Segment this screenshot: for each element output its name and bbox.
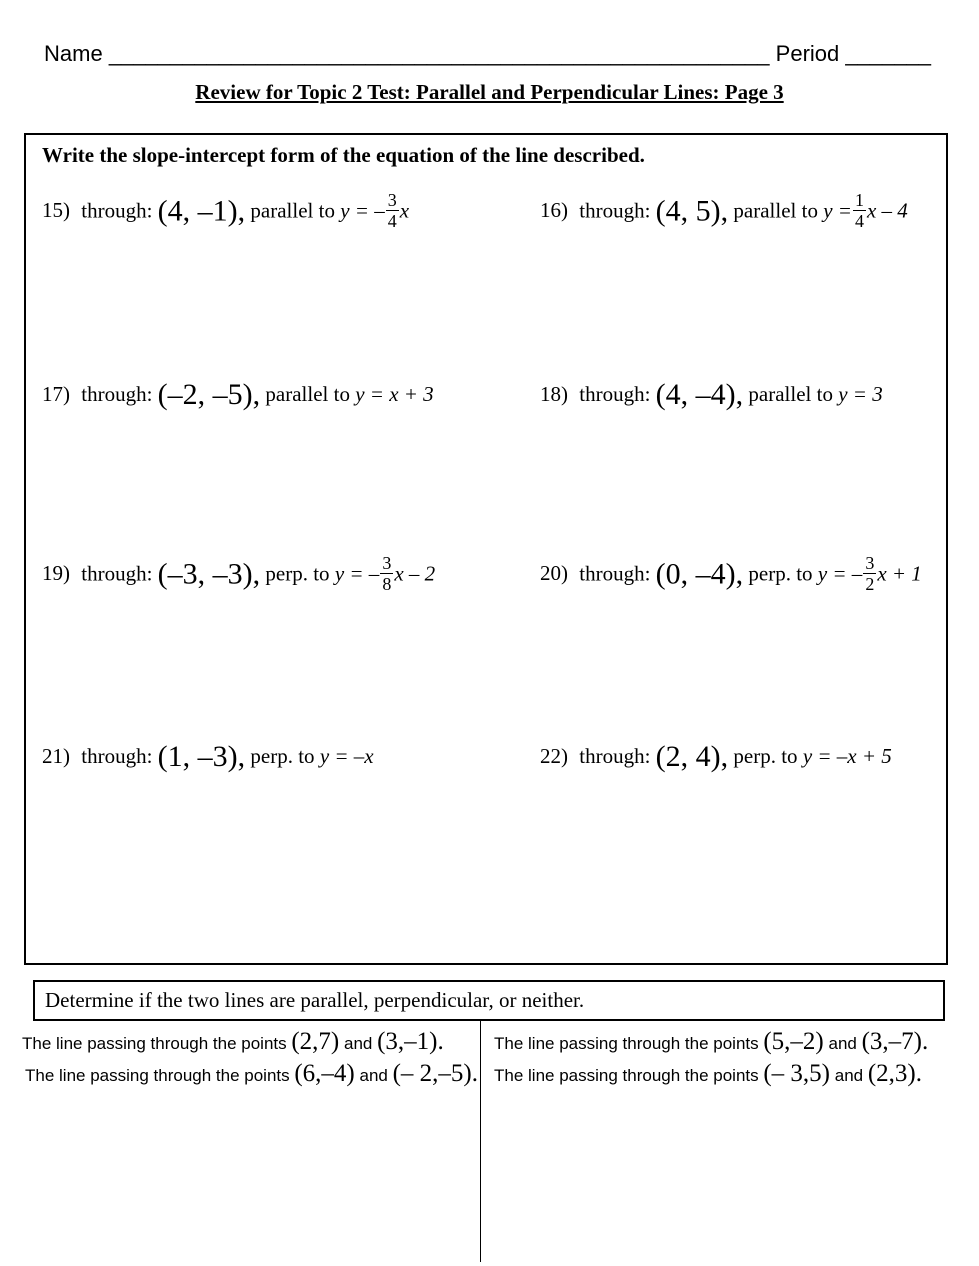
problem-21: 21) through: (1, –3), perp. to y = –x [42, 740, 374, 773]
problem-16: 16) through: (4, 5), parallel to y = $\frac{1}{4}$ x – 4 [540, 190, 908, 231]
point: (0, –4), [655, 557, 744, 591]
problem-box [24, 133, 948, 965]
period-label: Period [775, 41, 840, 66]
point: (4, –1), [157, 194, 246, 228]
left-line-1: The line passing through the points (2,7) and (3,–1). [22, 1028, 444, 1055]
fraction: $\frac{3}{4}$ [387, 190, 397, 231]
problem-19: 19) through: (–3, –3), perp. to y = – $\frac{3}{8}$ x – 2 [42, 553, 436, 594]
name-label: Name [44, 41, 103, 66]
fraction: $\frac{3}{8}$ [382, 553, 392, 594]
section2-instruction: Determine if the two lines are parallel, perpendicular, or neither. [45, 988, 585, 1012]
right-line-1: The line passing through the points (5,–2) and (3,–7). [494, 1028, 929, 1055]
point: (–3, –3), [157, 557, 261, 591]
point: (2, 4), [655, 740, 729, 773]
problem-18: 18) through: (4, –4), parallel to y = 3 [540, 378, 883, 411]
right-line-2: The line passing through the points (– 3,5) and (2,3). [494, 1060, 923, 1087]
section1-instruction: Write the slope-intercept form of the equation of the line described. [42, 143, 645, 167]
period-blank[interactable]: _______ [845, 41, 932, 66]
problem-15: 15) through: (4, –1), parallel to y = – $\frac{3}{4}$ x [42, 190, 410, 231]
point: (4, –4), [655, 378, 744, 411]
left-line-2: The line passing through the points (6,–4) and (– 2,–5). [25, 1060, 479, 1087]
name-blank[interactable]: ______________________________________________________ [108, 41, 770, 66]
problem-20: 20) through: (0, –4), perp. to y = – $\frac{3}{2}$ x + 1 [540, 553, 922, 594]
header-line [44, 41, 931, 67]
point: (1, –3), [157, 740, 246, 773]
column-divider [480, 1021, 481, 1262]
page-title: Review for Topic 2 Test: Parallel and Perpendicular Lines: Page 3 [195, 80, 784, 104]
point: (4, 5), [655, 194, 729, 228]
fraction: $\frac{1}{4}$ [854, 190, 864, 231]
point: (–2, –5), [157, 378, 261, 411]
fraction: $\frac{3}{2}$ [865, 553, 875, 594]
problem-17: 17) through: (–2, –5), parallel to y = x + 3 [42, 378, 434, 411]
problem-22: 22) through: (2, 4), perp. to y = –x + 5 [540, 740, 892, 773]
